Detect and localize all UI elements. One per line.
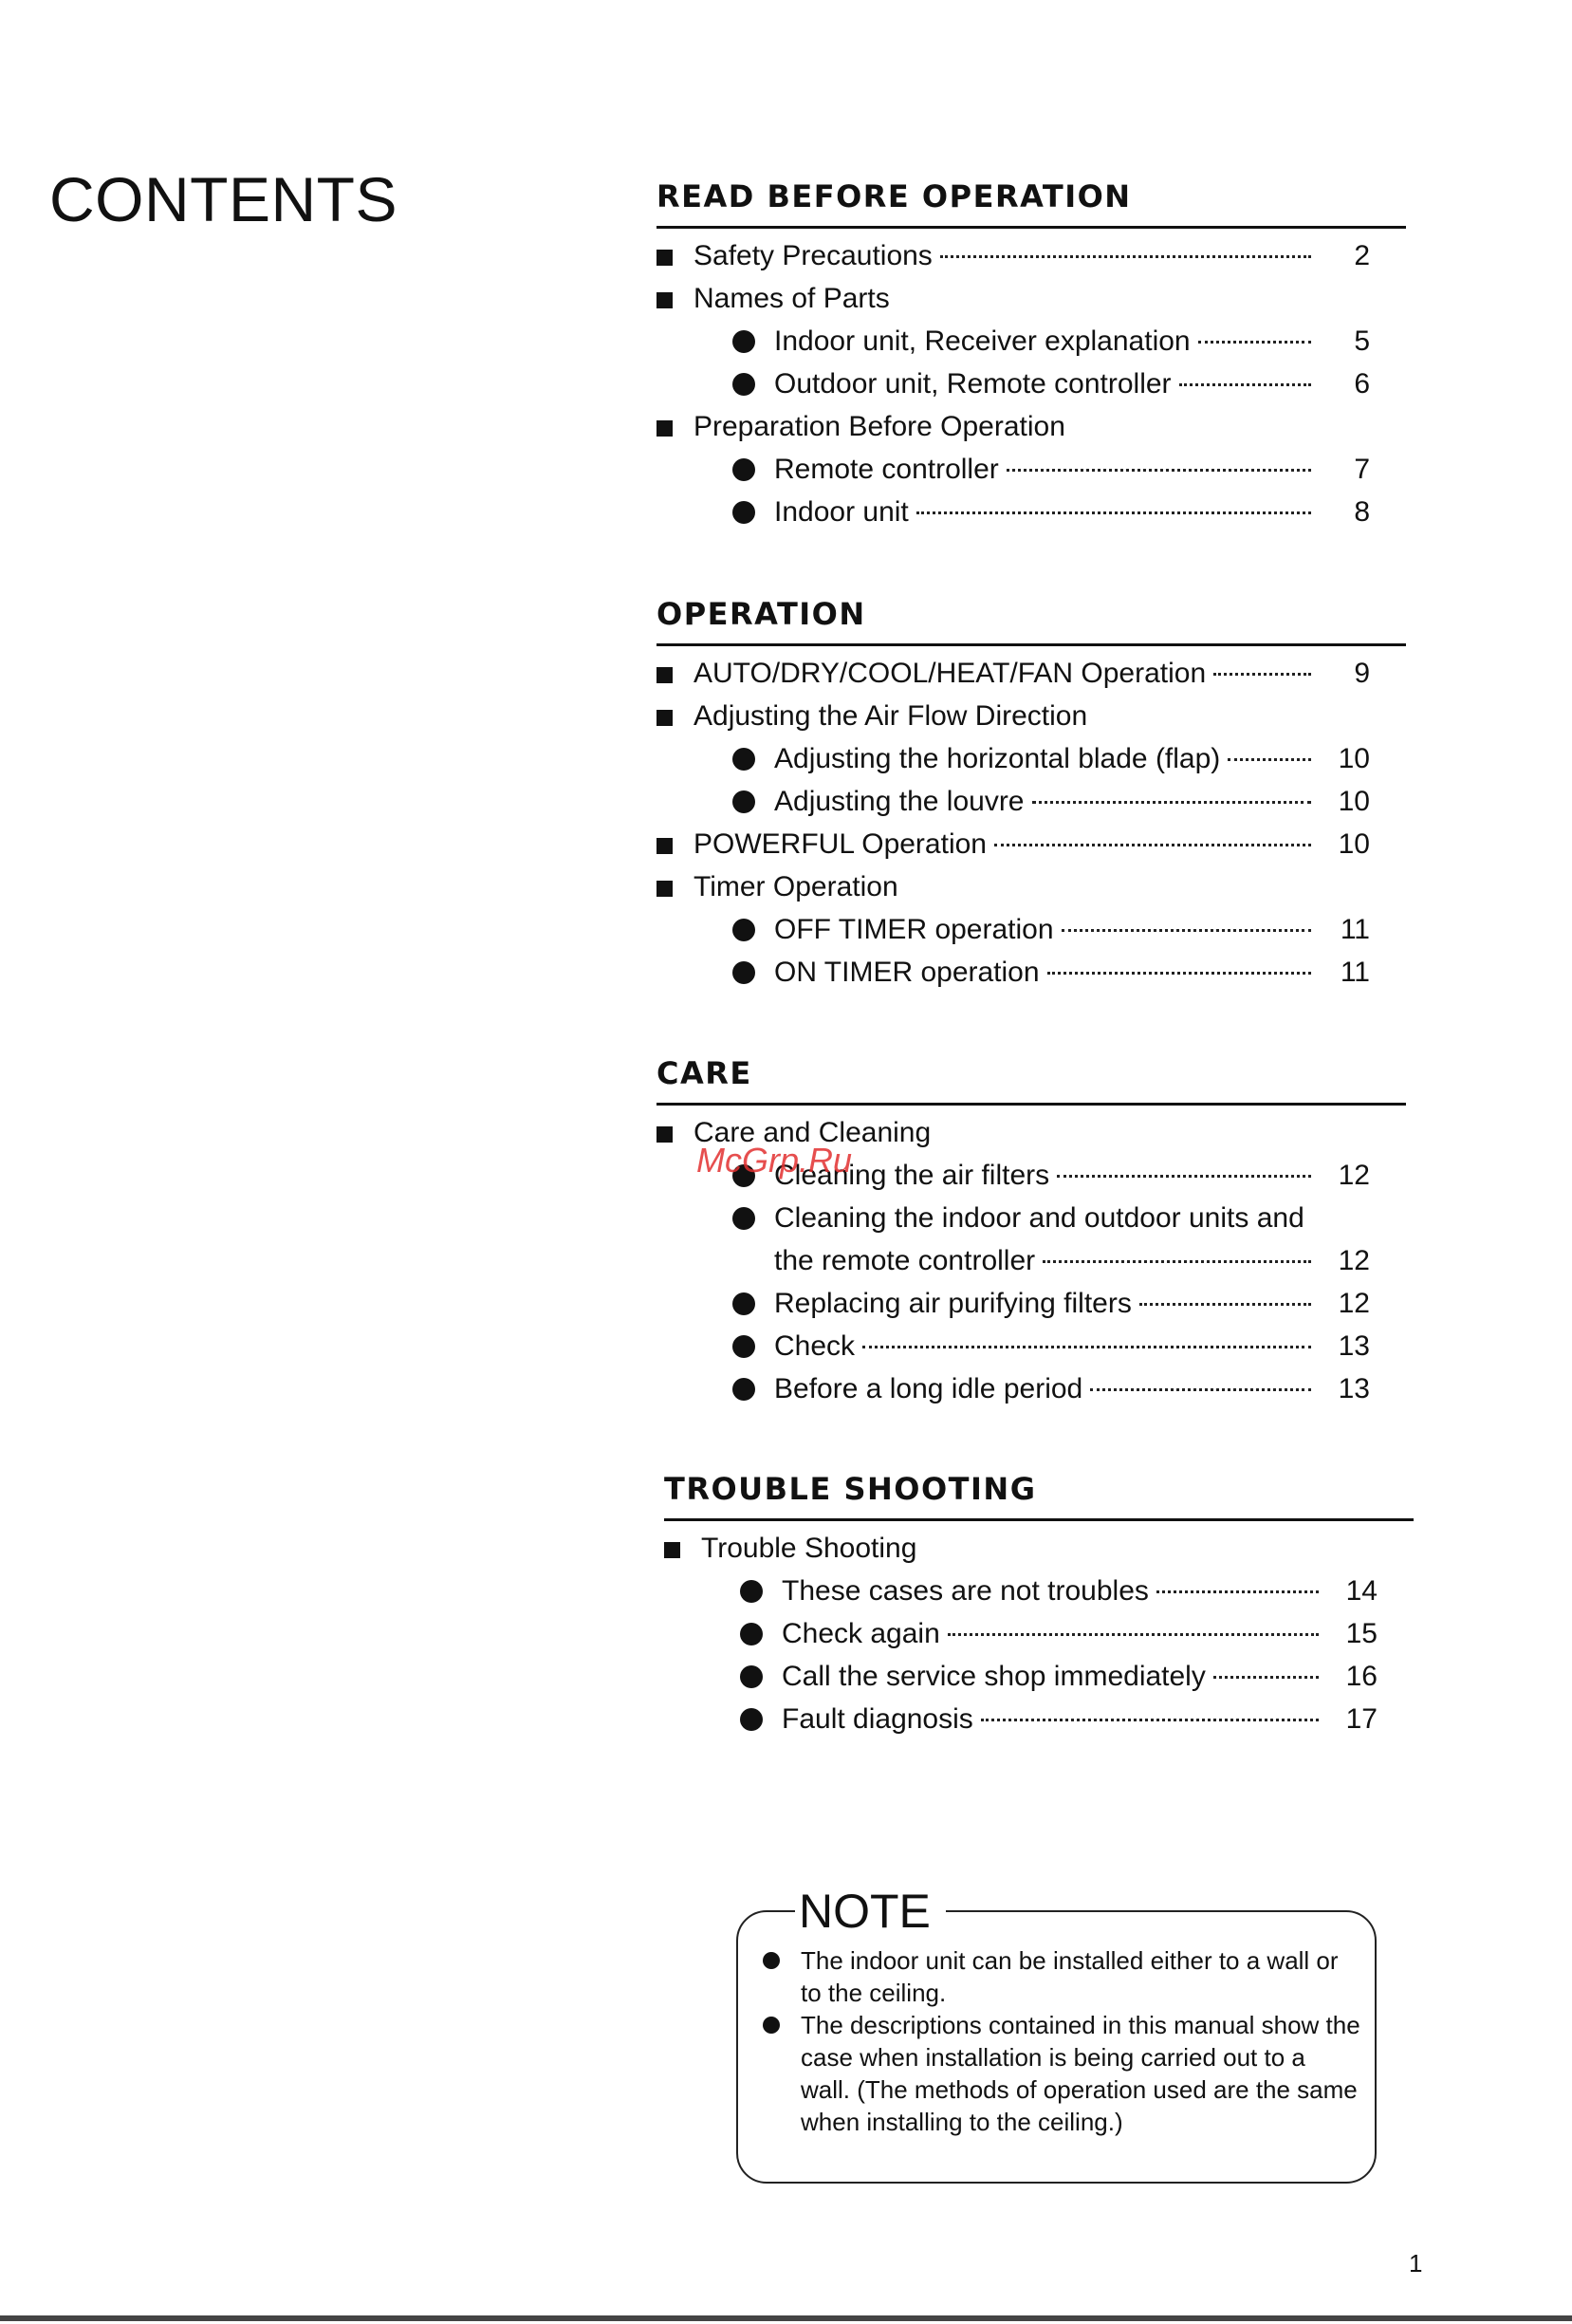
square-bullet-icon <box>657 710 673 726</box>
round-bullet-icon <box>763 2017 780 2034</box>
toc-entry-label: the remote controller <box>774 1245 1036 1276</box>
note-item <box>763 2009 1361 2138</box>
round-bullet-icon <box>732 1378 755 1401</box>
round-bullet-icon <box>732 1292 755 1315</box>
toc-entry-label: Remote controller <box>774 454 999 485</box>
toc-subentry[interactable] <box>657 325 1406 368</box>
toc-subentry[interactable] <box>657 1330 1406 1373</box>
toc-entry-label: Outdoor unit, Remote controller <box>774 368 1172 400</box>
toc-entry-label: Call the service shop immediately <box>782 1661 1206 1692</box>
toc-entry-page: 12 <box>1338 1245 1370 1276</box>
toc-entry-label: POWERFUL Operation <box>694 828 987 860</box>
toc-subentry[interactable] <box>657 914 1406 957</box>
round-bullet-icon <box>732 501 755 524</box>
toc-entry-page: 12 <box>1338 1288 1370 1319</box>
toc-section-care <box>657 1055 1406 1416</box>
toc-entry-page: 10 <box>1338 786 1370 817</box>
round-bullet-icon <box>732 373 755 396</box>
toc-entry-label: Cleaning the indoor and outdoor units and <box>774 1202 1304 1234</box>
toc-entry-label: Care and Cleaning <box>694 1117 932 1148</box>
dot-leader <box>916 511 1311 514</box>
dot-leader <box>1213 673 1311 676</box>
dot-leader <box>1198 341 1311 344</box>
toc-entry-label: Safety Precautions <box>694 240 933 271</box>
round-bullet-icon <box>732 458 755 481</box>
toc-entry-page: 15 <box>1345 1618 1378 1649</box>
dot-leader <box>1213 1676 1319 1679</box>
round-bullet-icon <box>732 330 755 353</box>
note-item-text: The descriptions contained in this manual show the case when installation is being carried out to a wall. (The methods of operation used are the same when installing to the ceiling.) <box>801 2011 1360 2136</box>
toc-entry-label: Indoor unit <box>774 496 909 528</box>
round-bullet-icon <box>732 790 755 813</box>
dot-leader <box>1057 1175 1311 1178</box>
note-box <box>736 1885 1377 2184</box>
toc-subentry[interactable] <box>657 1202 1406 1245</box>
dot-leader <box>1179 383 1311 386</box>
toc-entry-page: 2 <box>1354 240 1370 271</box>
dot-leader <box>940 255 1311 258</box>
round-bullet-icon <box>740 1623 763 1645</box>
page-title: CONTENTS <box>49 164 398 234</box>
toc-subentry[interactable] <box>657 1373 1406 1416</box>
note-item-text: The indoor unit can be installed either to a wall or to the ceiling. <box>801 1946 1339 2007</box>
toc-entry-page: 14 <box>1345 1575 1378 1607</box>
toc-entry[interactable] <box>657 828 1406 871</box>
toc-entry-label: Check again <box>782 1618 940 1649</box>
dot-leader <box>1047 972 1311 975</box>
round-bullet-icon <box>763 1952 780 1969</box>
toc-subentry[interactable] <box>657 454 1406 496</box>
toc-subentry[interactable] <box>664 1703 1414 1746</box>
dot-leader <box>1139 1303 1311 1306</box>
toc-subentry[interactable] <box>657 1288 1406 1330</box>
toc-entry[interactable] <box>657 283 1406 325</box>
toc-entry-label: Names of Parts <box>694 283 890 314</box>
dot-leader <box>1043 1260 1311 1263</box>
toc-subentry[interactable] <box>664 1661 1414 1703</box>
toc-entry-page: 10 <box>1338 743 1370 774</box>
section-heading: READ BEFORE OPERATION <box>657 178 1406 229</box>
section-heading: CARE <box>657 1055 1406 1106</box>
toc-entry-page: 8 <box>1354 496 1370 528</box>
toc-subentry[interactable] <box>657 957 1406 999</box>
toc-entry-page: 11 <box>1340 914 1370 945</box>
toc-subentry[interactable] <box>657 496 1406 539</box>
toc-entry[interactable] <box>657 240 1406 283</box>
dot-leader <box>1007 469 1311 472</box>
dot-leader <box>1156 1590 1319 1593</box>
toc-entry-label: Timer Operation <box>694 871 898 902</box>
toc-entry[interactable] <box>664 1533 1414 1575</box>
toc-subentry[interactable] <box>664 1575 1414 1618</box>
toc-entry[interactable] <box>657 411 1406 454</box>
toc-entry-label: Adjusting the Air Flow Direction <box>694 700 1088 732</box>
toc-entry-page: 17 <box>1345 1703 1378 1735</box>
toc-entry-label: OFF TIMER operation <box>774 914 1054 945</box>
dot-leader <box>1228 758 1311 761</box>
toc-entry-label: Replacing air purifying filters <box>774 1288 1132 1319</box>
square-bullet-icon <box>657 667 673 683</box>
square-bullet-icon <box>657 838 673 854</box>
dot-leader <box>994 844 1311 846</box>
toc-entry-label: Before a long idle period <box>774 1373 1083 1404</box>
toc-entry-page: 10 <box>1338 828 1370 860</box>
dot-leader <box>1032 801 1312 804</box>
toc-section-operation <box>657 596 1406 999</box>
toc-entry-label: Fault diagnosis <box>782 1703 973 1735</box>
note-title: NOTE <box>795 1884 946 1939</box>
section-heading: TROUBLE SHOOTING <box>664 1471 1414 1521</box>
note-item <box>763 1944 1361 2009</box>
dot-leader <box>948 1633 1319 1636</box>
square-bullet-icon <box>657 250 673 266</box>
toc-entry-label: Trouble Shooting <box>701 1533 917 1564</box>
toc-subentry-continuation[interactable] <box>657 1245 1406 1288</box>
round-bullet-icon <box>732 1335 755 1358</box>
toc-entry-label: Adjusting the horizontal blade (flap) <box>774 743 1221 774</box>
toc-subentry[interactable] <box>657 368 1406 411</box>
toc-entry-page: 9 <box>1354 658 1370 689</box>
toc-section-read-before-operation <box>657 178 1406 539</box>
round-bullet-icon <box>732 748 755 771</box>
bottom-rule <box>0 2315 1572 2321</box>
toc-entry-label: Check <box>774 1330 856 1362</box>
round-bullet-icon <box>740 1708 763 1731</box>
watermark: McGrp.Ru <box>696 1141 853 1180</box>
toc-entry-label: Adjusting the louvre <box>774 786 1025 817</box>
toc-entry-page: 5 <box>1354 325 1370 357</box>
toc-entry[interactable] <box>657 658 1406 700</box>
dot-leader <box>1090 1388 1311 1391</box>
dot-leader <box>1062 929 1311 932</box>
toc-entry-label: Preparation Before Operation <box>694 411 1065 442</box>
toc-section-trouble-shooting <box>664 1471 1414 1746</box>
toc-entry-page: 7 <box>1354 454 1370 485</box>
square-bullet-icon <box>657 881 673 897</box>
toc-entry-label: These cases are not troubles <box>782 1575 1149 1607</box>
toc-entry-page: 13 <box>1338 1373 1370 1404</box>
toc-entry-page: 11 <box>1340 957 1370 988</box>
round-bullet-icon <box>740 1580 763 1603</box>
square-bullet-icon <box>657 1126 673 1143</box>
toc-entry-label: AUTO/DRY/COOL/HEAT/FAN Operation <box>694 658 1207 689</box>
toc-subentry[interactable] <box>657 786 1406 828</box>
toc-entry-label: ON TIMER operation <box>774 957 1040 988</box>
toc-entry-page: 13 <box>1338 1330 1370 1362</box>
toc-subentry[interactable] <box>657 743 1406 786</box>
round-bullet-icon <box>740 1665 763 1688</box>
toc-entry-label: Indoor unit, Receiver explanation <box>774 325 1191 357</box>
round-bullet-icon <box>732 1207 755 1230</box>
toc-entry-page: 12 <box>1338 1160 1370 1191</box>
page-number: 1 <box>1409 2249 1423 2278</box>
note-list <box>763 1944 1361 2138</box>
dot-leader <box>981 1719 1319 1721</box>
section-heading: OPERATION <box>657 596 1406 646</box>
toc-entry[interactable] <box>657 871 1406 914</box>
round-bullet-icon <box>732 961 755 984</box>
toc-entry-label: Cleaning the air filters <box>774 1160 1050 1191</box>
toc-entry[interactable] <box>657 700 1406 743</box>
round-bullet-icon <box>732 919 755 941</box>
square-bullet-icon <box>657 292 673 308</box>
toc-entry-page: 16 <box>1345 1661 1378 1692</box>
toc-subentry[interactable] <box>664 1618 1414 1661</box>
square-bullet-icon <box>657 420 673 437</box>
square-bullet-icon <box>664 1542 680 1558</box>
toc-entry-page: 6 <box>1354 368 1370 400</box>
dot-leader <box>862 1346 1311 1348</box>
